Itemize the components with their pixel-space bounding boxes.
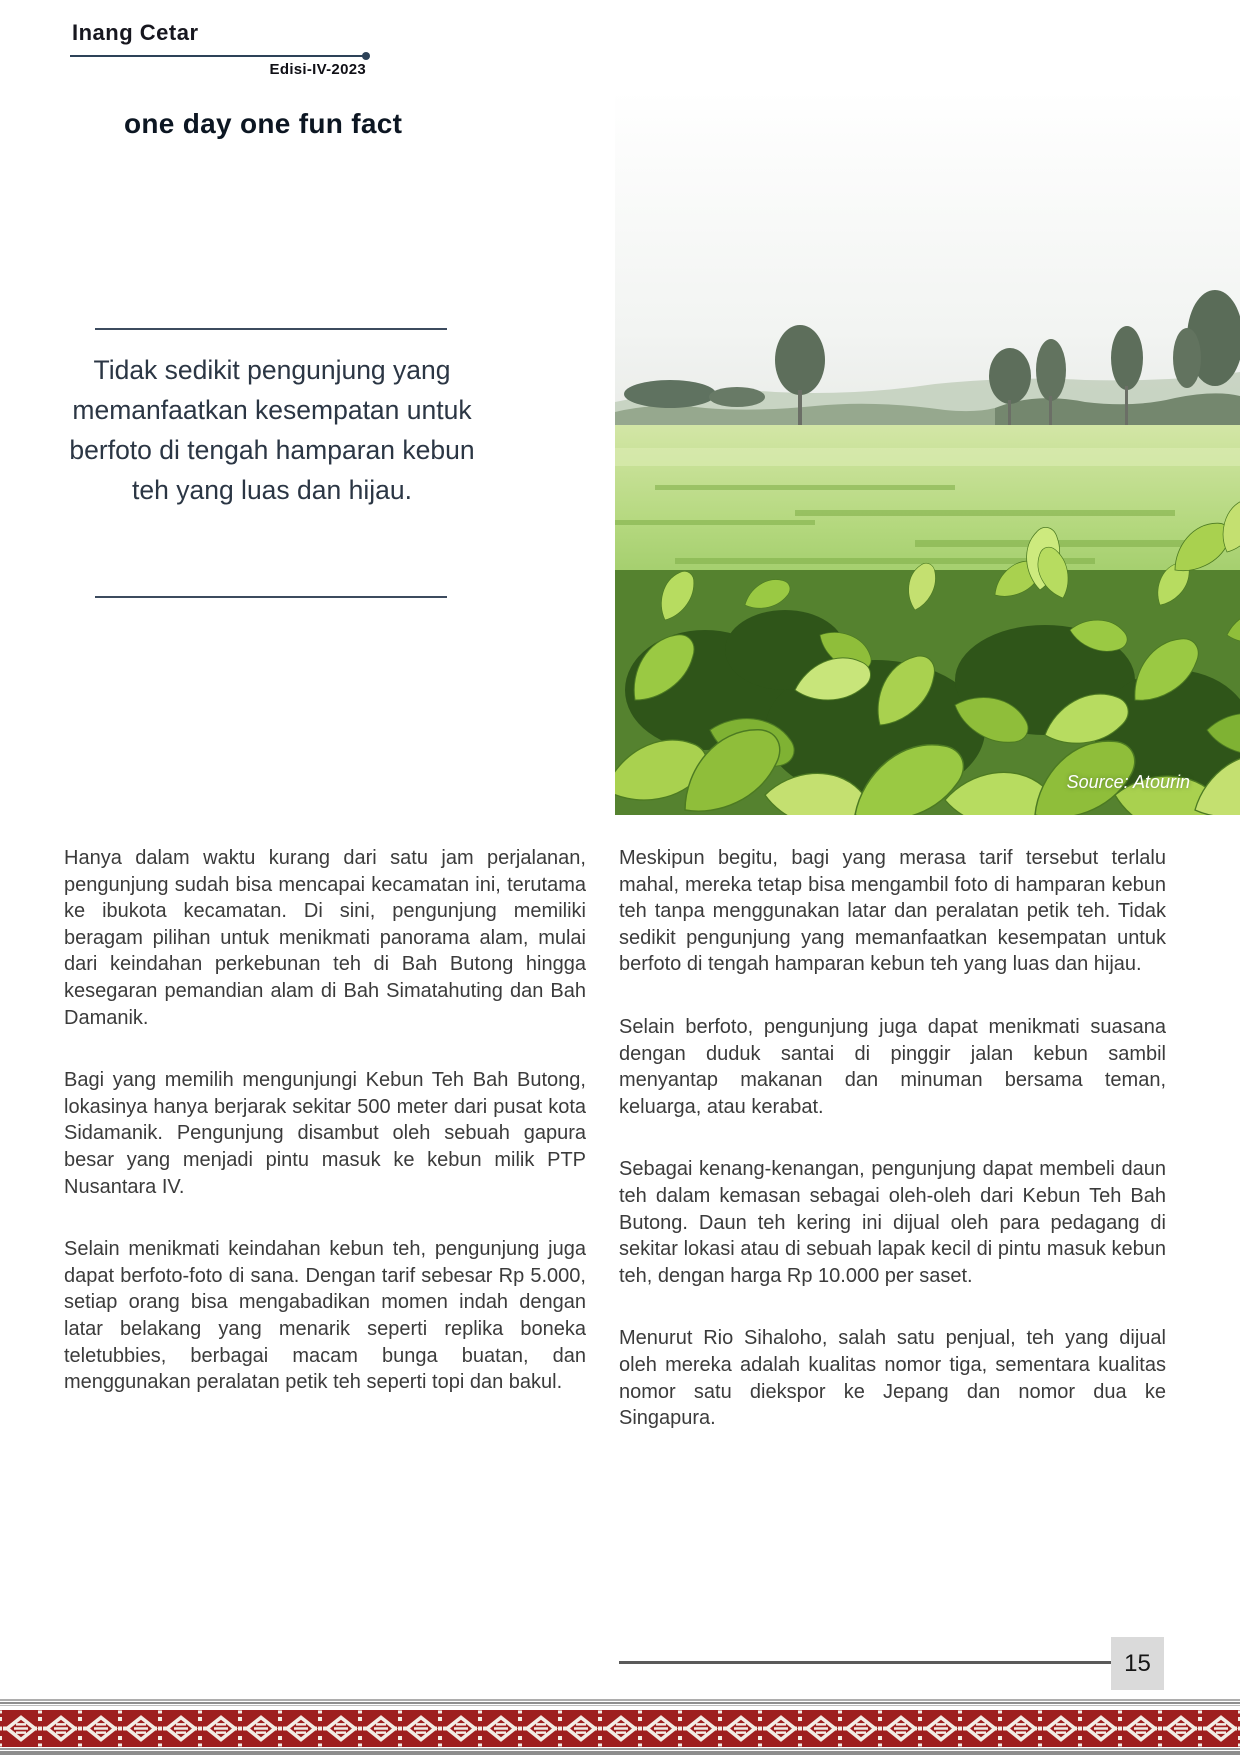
- paragraph: Menurut Rio Sihaloho, salah satu penjual, teh yang dijual oleh mereka adalah kualitas nomor tiga, sementara kualitas nomor satu diekspor ke Jepang dan nomor dua ke Singapura.: [619, 1327, 1166, 1430]
- pattern-bottom-stripes: [0, 1747, 1240, 1755]
- page-number-badge: [1111, 1637, 1164, 1690]
- pullquote-text: Tidak sedikit pengunjung yang memanfaatkan kesempatan untuk berfoto di tengah hamparan kebun teh yang luas dan hijau.: [69, 355, 475, 505]
- pattern-red-band: [0, 1710, 1240, 1747]
- body-column-left: [64, 845, 586, 1432]
- header-line-dot: [362, 52, 370, 60]
- brand-title: Inang Cetar: [72, 20, 199, 45]
- paragraph: Selain menikmati keindahan kebun teh, pengunjung juga dapat berfoto-foto di sana. Dengan tarif sebesar Rp 5.000, setiap orang bisa mengabadikan momen indah dengan latar belakang yang menarik seperti replika boneka teletubbies, berbagai macam bunga buatan, dan menggunakan peralatan petik teh seperti topi dan bakul.: [64, 1238, 586, 1394]
- body-column-right: [619, 845, 1166, 1468]
- paragraph: Bagi yang memilih mengunjungi Kebun Teh Bah Butong, lokasinya hanya berjarak sekitar 500 meter dari pusat kota Sidamanik. Pengunjung disambut oleh sebuah gapura besar yang menjadi pintu masuk ke kebun milik PTP Nusantara IV.: [64, 1069, 586, 1198]
- paragraph: Meskipun begitu, bagi yang merasa tarif tersebut terlalu mahal, mereka tetap bisa mengambil foto di hamparan kebun teh tanpa menggunakan latar dan peralatan petik teh. Tidak sedikit pengunjung yang memanfaatkan kesempatan untuk berfoto di tengah hamparan kebun teh yang luas dan hijau.: [619, 847, 1166, 976]
- paragraph: Sebagai kenang-kenangan, pengunjung dapat membeli daun teh dalam kemasan sebagai oleh-oleh dari Kebun Teh Bah Butong. Daun teh kering ini dijual oleh para pedagang di sekitar lokasi atau di sebuah lapak kecil di pintu masuk kebun teh, dengan harga Rp 10.000 per saset.: [619, 1158, 1166, 1287]
- page-number: 15: [1124, 1649, 1151, 1677]
- ulos-pattern-border: [0, 1697, 1240, 1755]
- footer-divider-line: [619, 1661, 1111, 1664]
- paragraph: Hanya dalam waktu kurang dari satu jam perjalanan, pengunjung sudah bisa mencapai kecamatan ini, terutama ke ibukota kecamatan. Di sini, pengunjung memiliki beragam pilihan untuk menikmati panorama alam, mulai dari keindahan perkebunan teh di Bah Butong hingga kesegaran pemandian alam di Bah Simatahuting dan Bah Damanik.: [64, 847, 586, 1029]
- pullquote-top-rule: [95, 328, 447, 330]
- pattern-top-stripes: [0, 1697, 1240, 1710]
- pullquote-bottom-rule: [95, 596, 447, 598]
- tea-plantation-illustration: [615, 90, 1240, 815]
- edition-label: Edisi-IV-2023: [269, 61, 366, 78]
- tea-plantation-photo: [615, 90, 1240, 815]
- paragraph: Selain berfoto, pengunjung juga dapat menikmati suasana dengan duduk santai di pinggir jalan kebun sambil menyantap makanan dan minuman bersama teman, keluarga, atau kerabat.: [619, 1015, 1166, 1118]
- article-title: one day one fun fact: [124, 108, 403, 139]
- header-divider-line: [70, 55, 366, 57]
- photo-source-caption: Source: Atourin: [1066, 772, 1190, 792]
